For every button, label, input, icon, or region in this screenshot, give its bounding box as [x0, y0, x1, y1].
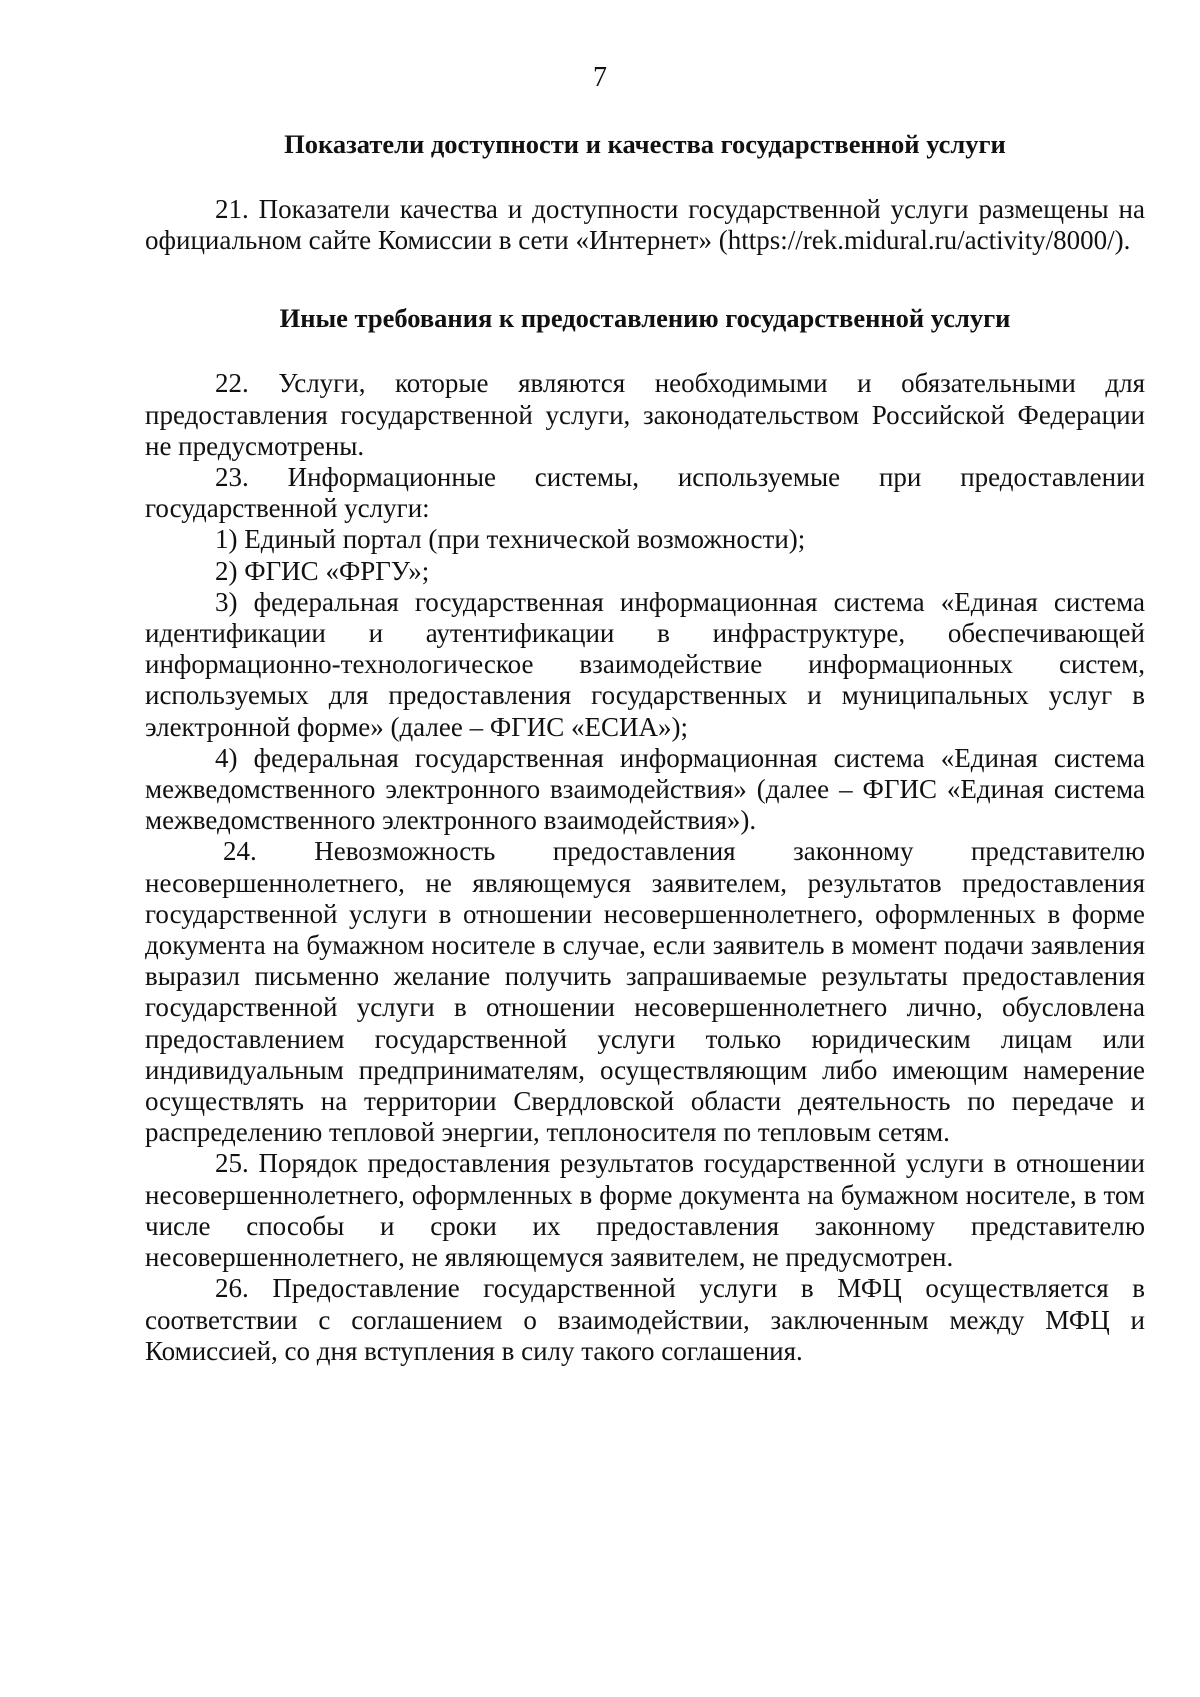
list-item-1: 1) Единый портал (при технической возможности);: [215, 524, 806, 555]
paragraph-25: 25. Порядок предоставления результатов государственной услуги в отношении несовершеннолетнего, оформленных в форме документа на бумажном носителе, в том числе способы и сроки их предоставления законному представителю несовершеннолетнего, не являющемуся заявителем, не предусмотрен.: [145, 1148, 1145, 1273]
paragraph-23: 23. Информационные системы, используемые при предоставлении государственной услуги:: [145, 462, 1145, 524]
paragraph-24: 24. Невозможность предоставления законному представителю несовершеннолетнего, не являющемуся заявителем, результатов предоставления государственной услуги в отношении несовершеннолетнего, оформленных в форме документа на бумажном носителе в случае, если заявитель в момент подачи заявления выразил письменно желание получить запрашиваемые результаты предоставления государственной услуги в отношении несовершеннолетнего лично, обусловлена предоставлением государственной услуги только юридическим лицам или индивидуальным предпринимателям, осуществляющим либо имеющим намерение осуществлять на территории Свердловской области деятельность по передаче и распределению тепловой энергии, теплоносителя по тепловым сетям.: [145, 836, 1145, 1148]
section-heading-other-requirements: Иные требования к предоставлению государственной услуги: [279, 303, 1011, 334]
page-number: 7: [593, 62, 607, 93]
paragraph-21: 21. Показатели качества и доступности государственной услуги размещены на официальном сайте Комиссии в сети «Интернет» (https://rek.midural.ru/activity/8000/).: [145, 194, 1145, 256]
paragraph-26: 26. Предоставление государственной услуги в МФЦ осуществляется в соответствии с соглашением о взаимодействии, заключенным между МФЦ и Комиссией, со дня вступления в силу такого соглашения.: [145, 1273, 1145, 1366]
document-body: [145, 120, 1145, 1367]
list-item-3: 3) федеральная государственная информационная система «Единая система идентификации и аутентификации в инфраструктуре, обеспечивающей информационно-технологическое взаимодействие информационных систем, используемых для предоставления государственных и муниципальных услуг в электронной форме» (далее – ФГИС «ЕСИА»);: [145, 586, 1145, 742]
list-item-4: 4) федеральная государственная информационная система «Единая система межведомственного электронного взаимодействия» (далее – ФГИС «Единая система межведомственного электронного взаимодействия»).: [145, 742, 1145, 836]
list-item-2: 2) ФГИС «ФРГУ»;: [215, 555, 430, 586]
section-heading-availability-quality: Показатели доступности и качества государственной услуги: [284, 129, 1006, 159]
paragraph-22: 22. Услуги, которые являются необходимыми и обязательными для предоставления государственной услуги, законодательством Российской Федерации не предусмотрены.: [145, 368, 1145, 461]
